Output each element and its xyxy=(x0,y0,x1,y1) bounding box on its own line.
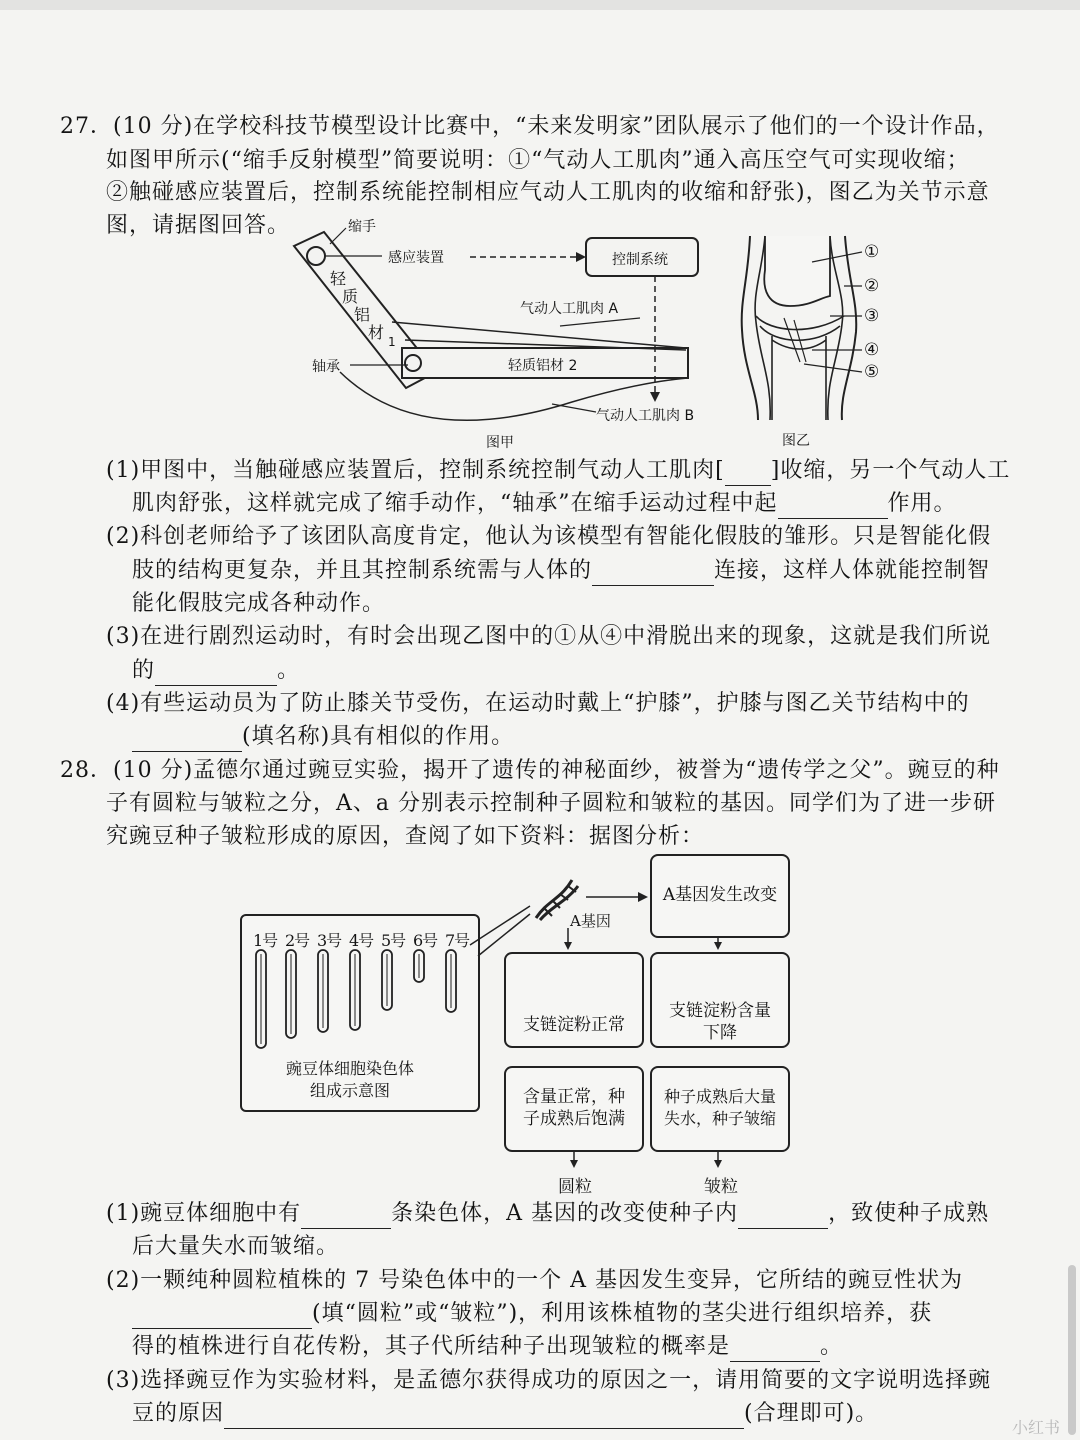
material2-label: 轻质铝材 2 xyxy=(508,358,578,374)
chromosome-5-label: 5号 xyxy=(381,931,406,950)
mutation-box xyxy=(650,854,790,938)
q28-sub2-text-c: 得的植株进行自花传粉，其子代所结种子出现皱粒的概率是 xyxy=(132,1334,731,1359)
q28-sub2-text-d: 。 xyxy=(820,1334,844,1359)
chromosome-2-label: 2号 xyxy=(285,931,310,950)
wrinkled-seed-box xyxy=(650,1066,790,1152)
q28-sub2-line1: (2)一颗纯种圆粒植株的 7 号染色体中的一个 A 基因发生变异，它所结的豌豆性状为 xyxy=(106,1268,964,1293)
chromosome-1-label: 1号 xyxy=(253,931,278,950)
q28-sub1-text-b: 条染色体，A 基因的改变使种子内 xyxy=(391,1201,739,1226)
q27-sub1-text-a: (1)甲图中，当触碰感应装置后，控制系统控制气动人工肌肉[ xyxy=(106,458,725,483)
joint-label-1: ① xyxy=(864,242,880,262)
q27-sub1-text-d: 作用。 xyxy=(887,491,957,516)
q27-sub1-text-b: ]收缩，另一个气动人工 xyxy=(770,458,1011,483)
q28-sub3-line2 xyxy=(132,1399,878,1429)
q28-sub1-text-c: ，致使种子成熟 xyxy=(828,1201,990,1226)
figure-yi-caption: 图乙 xyxy=(782,433,810,449)
answer-blank[interactable] xyxy=(132,1304,312,1329)
answer-blank[interactable] xyxy=(224,1404,744,1429)
q28-sub1-line1 xyxy=(106,1199,989,1229)
chromosome-3-label: 3号 xyxy=(317,931,342,950)
q27-line-3: ②触碰感应装置后，控制系统能控制相应气动人工肌肉的收缩和舒张)，图乙为关节示意 xyxy=(106,180,990,205)
q27-sub2-line1: (2)科创老师给予了该团队高度肯定，他认为该模型有智能化假肢的雏形。只是智能化假 xyxy=(106,524,992,549)
wrinkled-seed-text-1: 种子成熟后大量 xyxy=(663,1087,776,1106)
answer-blank[interactable] xyxy=(738,1204,828,1229)
q28-line-2: 子有圆粒与皱粒之分，A、a 分别表示控制种子圆粒和皱粒的基因。同学们为了进一步研 xyxy=(106,791,996,816)
q27-sub3-line1: (3)在进行剧烈运动时，有时会出现乙图中的①从④中滑脱出来的现象，这就是我们所说 xyxy=(106,624,992,649)
bearing-label: 轴承 xyxy=(312,359,340,375)
wrinkled-seed-label: 皱粒 xyxy=(704,1177,738,1197)
q28-sub1-text-a: (1)豌豆体细胞中有 xyxy=(106,1201,302,1226)
material1-char: 轻 xyxy=(330,269,347,288)
q27-sub4-text-b: (填名称)具有相似的作用。 xyxy=(242,724,515,749)
normal-starch-box xyxy=(504,952,644,1048)
chromosome-7-label: 7号 xyxy=(445,931,470,950)
q27-sub3-text-b: 的 xyxy=(132,658,156,683)
low-starch-text-2: 下降 xyxy=(703,1023,737,1043)
q27-sub4-line1: (4)有些运动员为了防止膝关节受伤，在运动时戴上“护膝”，护膝与图乙关节结构中的 xyxy=(106,691,970,716)
q28-sub1-line2: 后大量失水而皱缩。 xyxy=(132,1234,340,1259)
control-system-label: 控制系统 xyxy=(612,252,668,268)
mutation-text: A基因发生改变 xyxy=(662,885,778,905)
q27-sub3-text-c: 。 xyxy=(277,658,301,683)
q27-sub2-text-b: 肢的结构更复杂，并且其控制系统需与人体的 xyxy=(132,558,593,583)
q28-sub3-text-b: 豆的原因 xyxy=(132,1401,225,1426)
low-starch-text-1: 支链淀粉含量 xyxy=(669,1001,771,1021)
q28-sub3-line1: (3)选择豌豆作为实验材料，是孟德尔获得成功的原因之一，请用简要的文字说明选择豌 xyxy=(106,1368,992,1393)
q27-line-4: 图，请据图回答。 xyxy=(106,213,291,238)
chromosome-caption-1: 豌豆体细胞染色体 xyxy=(286,1059,415,1078)
q28-sub2-text-b: (填“圆粒”或“皱粒”)，利用该株植物的茎尖进行组织培养，获 xyxy=(312,1301,933,1326)
q28-line-3: 究豌豆种子皱粒形成的原因，查阅了如下资料：据图分析： xyxy=(106,824,705,849)
q28-sub2-line3 xyxy=(132,1332,843,1362)
q27-sub2-line3: 能化假肢完成各种动作。 xyxy=(132,591,386,616)
q27-line-2: 如图甲所示(“缩手反射模型”简要说明：①“气动人工肌肉”通入高压空气可实现收缩； xyxy=(106,148,970,173)
sensor-label: 感应装置 xyxy=(388,250,444,266)
muscle-a-label: 气动人工肌肉 A xyxy=(520,301,619,317)
material1-char: 1 xyxy=(388,335,396,349)
watermark: 小红书 xyxy=(1011,1418,1060,1437)
full-seed-text-2: 子成熟后饱满 xyxy=(523,1109,625,1129)
scrollbar-thumb[interactable] xyxy=(1068,1265,1076,1435)
material1-char: 质 xyxy=(342,287,359,306)
joint-label-2: ② xyxy=(864,276,880,296)
gene-a-label: A基因 xyxy=(570,912,611,930)
wrinkled-seed-text-2: 失水，种子皱缩 xyxy=(663,1109,776,1128)
material1-char: 铝 xyxy=(354,305,371,324)
normal-starch-text: 支链淀粉正常 xyxy=(523,1015,625,1035)
q28-line-1: 28．(10 分)孟德尔通过豌豆实验，揭开了遗传的神秘面纱，被誉为“遗传学之父”。豌豆的种 xyxy=(60,758,1000,783)
muscle-b-label: 气动人工肌肉 B xyxy=(596,408,695,424)
round-seed-label: 圆粒 xyxy=(558,1177,592,1197)
q28-sub3-text-c: (合理即可)。 xyxy=(744,1401,879,1426)
answer-blank[interactable] xyxy=(730,1337,820,1362)
material1-char: 材 xyxy=(368,323,385,342)
joint-label-3: ③ xyxy=(864,306,880,326)
chromosome-6-label: 6号 xyxy=(413,931,438,950)
full-seed-box xyxy=(504,1066,644,1152)
q28-sub2-line2 xyxy=(132,1299,932,1329)
joint-label-4: ④ xyxy=(864,340,880,360)
low-starch-box xyxy=(650,952,790,1048)
answer-blank[interactable] xyxy=(301,1204,391,1229)
q27-line-1: 27．(10 分)在学校科技节模型设计比赛中，“未来发明家”团队展示了他们的一个设计作品， xyxy=(60,114,1000,139)
chromosome-caption-2: 组成示意图 xyxy=(310,1081,391,1100)
full-seed-text-1: 含量正常，种 xyxy=(523,1087,625,1107)
q27-sub1-text-c: 肌肉舒张，这样就完成了缩手动作，“轴承”在缩手运动过程中起 xyxy=(132,491,778,516)
figure-jia-caption: 图甲 xyxy=(486,435,514,451)
q27-sub2-text-c: 连接，这样人体就能控制智 xyxy=(714,558,991,583)
chromosome-4-label: 4号 xyxy=(349,931,374,950)
suoshou-label: 缩手 xyxy=(348,219,376,235)
joint-label-5: ⑤ xyxy=(864,362,880,382)
